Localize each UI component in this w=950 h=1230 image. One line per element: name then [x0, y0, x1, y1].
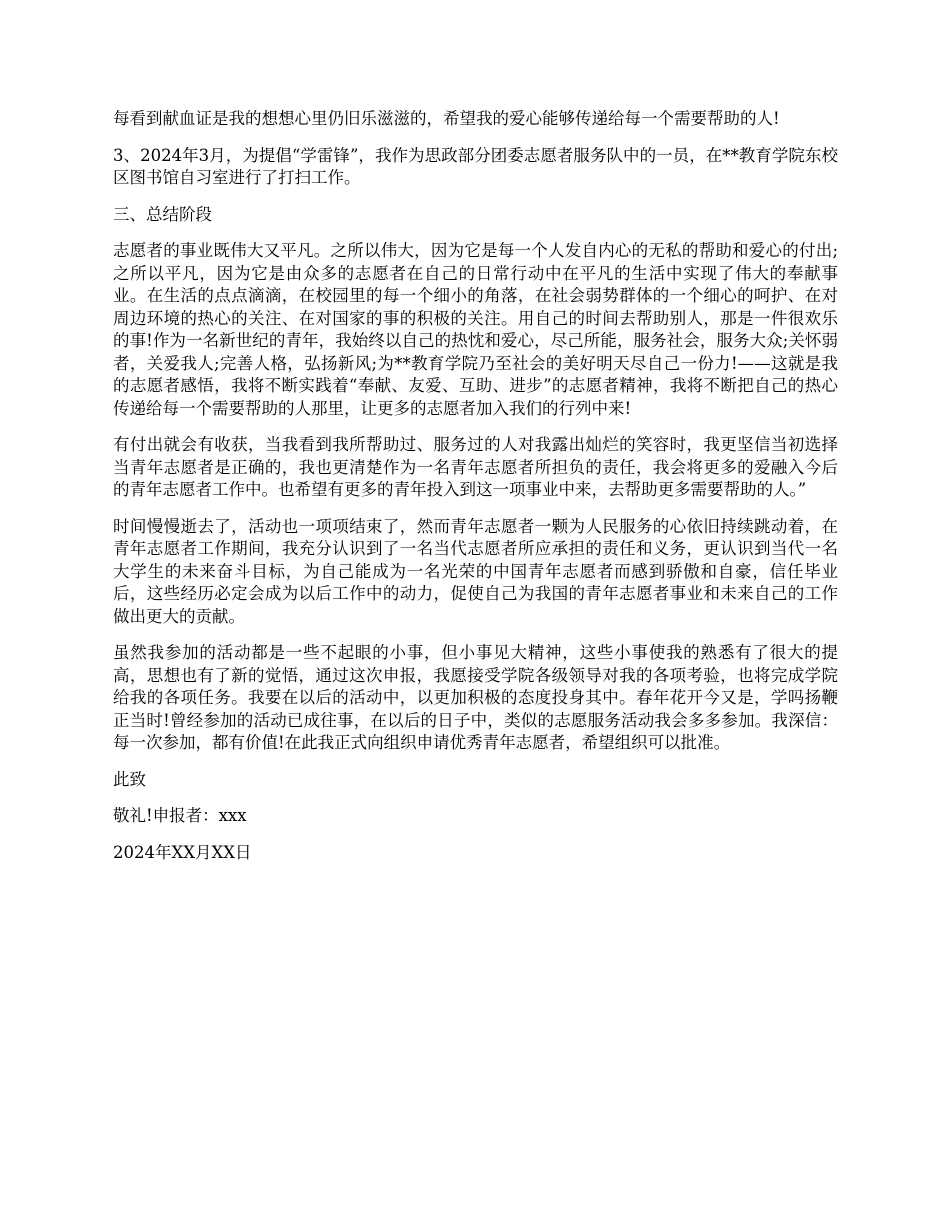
section-heading-summary: 三、总结阶段 [113, 204, 212, 224]
paragraph-blood-donation: 每看到献血证是我的想想心里仍旧乐滋滋的，希望我的爱心能够传递给每一个需要帮助的人! [113, 109, 780, 128]
closing-signature: 敬礼!申报者：xxx [113, 806, 247, 825]
paragraph-item-3: 3、2024年3月，为提倡“学雷锋”，我作为思政部分团委志愿者服务队中的一员，在**教育学院东校区图书馆自习室进行了打扫工作。 [113, 145, 838, 187]
paragraph-small-things: 虽然我参加的活动都是一些不起眼的小事，但小事见大精神，这些小事使我的熟悉有了很大的提高，思想也有了新的觉悟，通过这次申报，我愿接受学院各级领导对我的各项考验，也将完成学院给我的各项任务。我要在以后的活动中，以更加积极的态度投身其中。春年花开今又是，学吗扬鞭正当时!曾经参加的活动已成往事，在以后的日子中，类似的志愿服务活动我会多多参加。我深信：每一次参加，都有价值!在此我正式向组织申请优秀青年志愿者，希望组织可以批准。 [113, 643, 838, 752]
closing-salutation: 此致 [113, 769, 146, 789]
paragraph-volunteer-career: 志愿者的事业既伟大又平凡。之所以伟大，因为它是每一个人发自内心的无私的帮助和爱心的付出;之所以平凡，因为它是由众多的志愿者在自己的日常行动中在平凡的生活中实现了伟大的奉献事业。在生活的点点滴滴，在校园里的每一个细小的角落，在社会弱势群体的一个细心的呵护、在对周边环境的热心的关注、在对国家的事的积极的关注。用自己的时间去帮助别人，那是一件很欢乐的事!作为一名新世纪的青年，我始终以自己的热忱和爱心，尽己所能，服务社会，服务大众;关怀弱者，关爱我人;完善人格，弘扬新风;为**教育学院乃至社会的美好明天尽自己一份力!——这就是我的志愿者感悟，我将不断实践着“奉献、友爱、互助、进步”的志愿者精神，我将不断把自己的热心传递给每一个需要帮助的人那里，让更多的志愿者加入我们的行列中来! [113, 241, 838, 418]
paragraph-reward: 有付出就会有收获，当我看到我所帮助过、服务过的人对我露出灿烂的笑容时，我更坚信当初选择当青年志愿者是正确的，我也更清楚作为一名青年志愿者所担负的责任，我会将更多的爱融入今后的青年志愿者工作中。也希望有更多的青年投入到这一项事业中来，去帮助更多需要帮助的人。” [113, 435, 838, 499]
paragraph-time-passes: 时间慢慢逝去了，活动也一项项结束了，然而青年志愿者一颗为人民服务的心依旧持续跳动着，在青年志愿者工作期间，我充分认识到了一名当代志愿者所应承担的责任和义务，更认识到当代一名大学生的未来奋斗目标，为自己能成为一名光荣的中国青年志愿者而感到骄傲和自豪，信任毕业后，这些经历必定会成为以后工作中的动力，促使自己为我国的青年志愿者事业和未来自己的工作做出更大的贡献。 [113, 516, 838, 626]
closing-date: 2024年XX月XX日 [113, 842, 252, 862]
